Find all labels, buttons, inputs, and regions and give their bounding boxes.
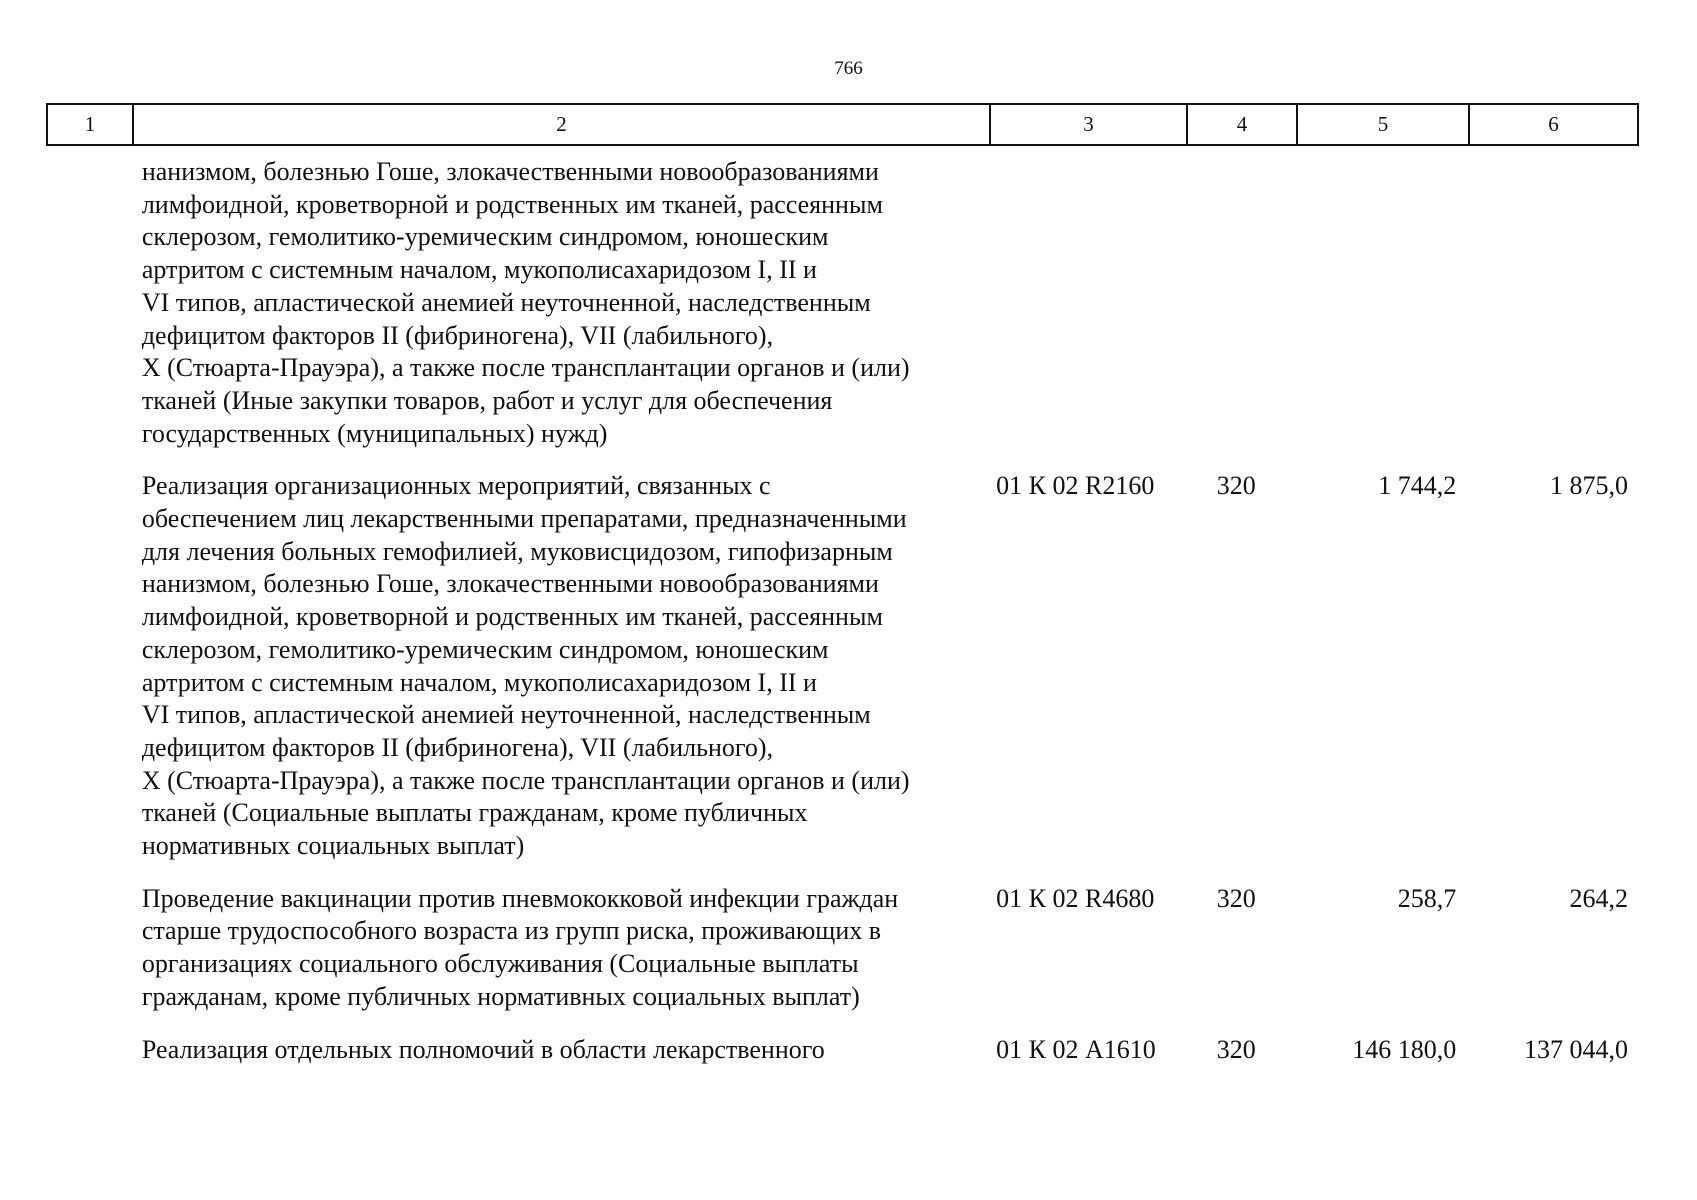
code-cell: 01 К 02 А1610 [996, 1034, 1156, 1064]
table-row [46, 1034, 1637, 1067]
description-cell [46, 156, 987, 450]
description-line: VI типов, апластической анемией неуточненной, наследственным [141, 287, 871, 317]
description-line: склерозом, гемолитико-уремическим синдромом, юношеским [141, 634, 829, 664]
description-line: Проведение вакцинации против пневмококковой инфекции граждан [141, 883, 899, 913]
table-row [46, 883, 1637, 1014]
type-cell: 320 [1216, 1034, 1256, 1064]
description-line: обеспечением лиц лекарственными препаратами, предназначенными [141, 504, 907, 534]
description-line: дефицитом факторов II (фибриногена), VII (лабильного), [141, 320, 774, 350]
description-line: дефицитом факторов II (фибриногена), VII (лабильного), [141, 732, 774, 762]
description-line: государственных (муниципальных) нужд) [141, 418, 608, 448]
value-6-cell: 137 044,0 [1523, 1034, 1628, 1064]
table-row [46, 156, 1637, 450]
type-cell: 320 [1216, 471, 1256, 501]
column-header-3: 3 [990, 104, 1187, 145]
value-5-cell: 1 744,2 [1378, 471, 1457, 501]
description-line: склерозом, гемолитико-уремическим синдромом, юношеским [141, 222, 829, 252]
column-header-table [46, 103, 1639, 146]
type-cell: 320 [1216, 883, 1256, 913]
description-line: артритом с системным началом, мукополисахаридозом I, II и [141, 255, 817, 285]
description-cell [46, 1034, 987, 1067]
value-6-cell: 1 875,0 [1549, 471, 1628, 501]
value-5-cell: 146 180,0 [1352, 1034, 1457, 1064]
value-6-cell: 264,2 [1569, 883, 1628, 913]
code-cell: 01 К 02 R2160 [996, 471, 1155, 501]
description-line: X (Стюарта-Прауэра), а также после трансплантации органов и (или) [141, 765, 910, 795]
table-row [46, 470, 1637, 862]
description-line: артритом с системным началом, мукополисахаридозом I, II и [141, 667, 817, 697]
description-line: Реализация организационных мероприятий, связанных с [141, 471, 771, 501]
description-line: организациях социального обслуживания (Социальные выплаты [141, 949, 859, 979]
description-line: нанизмом, болезнью Гоше, злокачественными новообразованиями [141, 569, 879, 599]
description-line: X (Стюарта-Прауэра), а также после трансплантации органов и (или) [141, 353, 910, 383]
table-body [46, 156, 1637, 1086]
description-line: тканей (Иные закупки товаров, работ и услуг для обеспечения [141, 385, 833, 415]
column-header-2: 2 [133, 104, 990, 145]
description-line: лимфоидной, кроветворной и родственных им тканей, рассеянным [141, 602, 883, 632]
description-line: лимфоидной, кроветворной и родственных им тканей, рассеянным [141, 189, 883, 219]
column-header-row [47, 104, 1638, 145]
column-header-4: 4 [1187, 104, 1297, 145]
description-cell [46, 470, 987, 862]
description-line: гражданам, кроме публичных нормативных социальных выплат) [141, 981, 860, 1011]
description-line: тканей (Социальные выплаты гражданам, кроме публичных [141, 798, 808, 828]
description-line: старше трудоспособного возраста из групп риска, проживающих в [141, 916, 882, 946]
column-header-5: 5 [1297, 104, 1469, 145]
description-line: для лечения больных гемофилией, муковисцидозом, гипофизарным [141, 536, 893, 566]
code-cell: 01 К 02 R4680 [996, 883, 1155, 913]
page-number: 766 [834, 58, 863, 79]
description-line: нанизмом, болезнью Гоше, злокачественными новообразованиями [141, 157, 879, 186]
description-line: Реализация отдельных полномочий в области лекарственного [141, 1034, 825, 1064]
column-header-6: 6 [1469, 104, 1638, 145]
description-cell [46, 883, 987, 1014]
description-line: VI типов, апластической анемией неуточненной, наследственным [141, 700, 871, 730]
column-header-1: 1 [47, 104, 133, 145]
value-5-cell: 258,7 [1397, 883, 1457, 913]
description-line: нормативных социальных выплат) [141, 831, 525, 861]
